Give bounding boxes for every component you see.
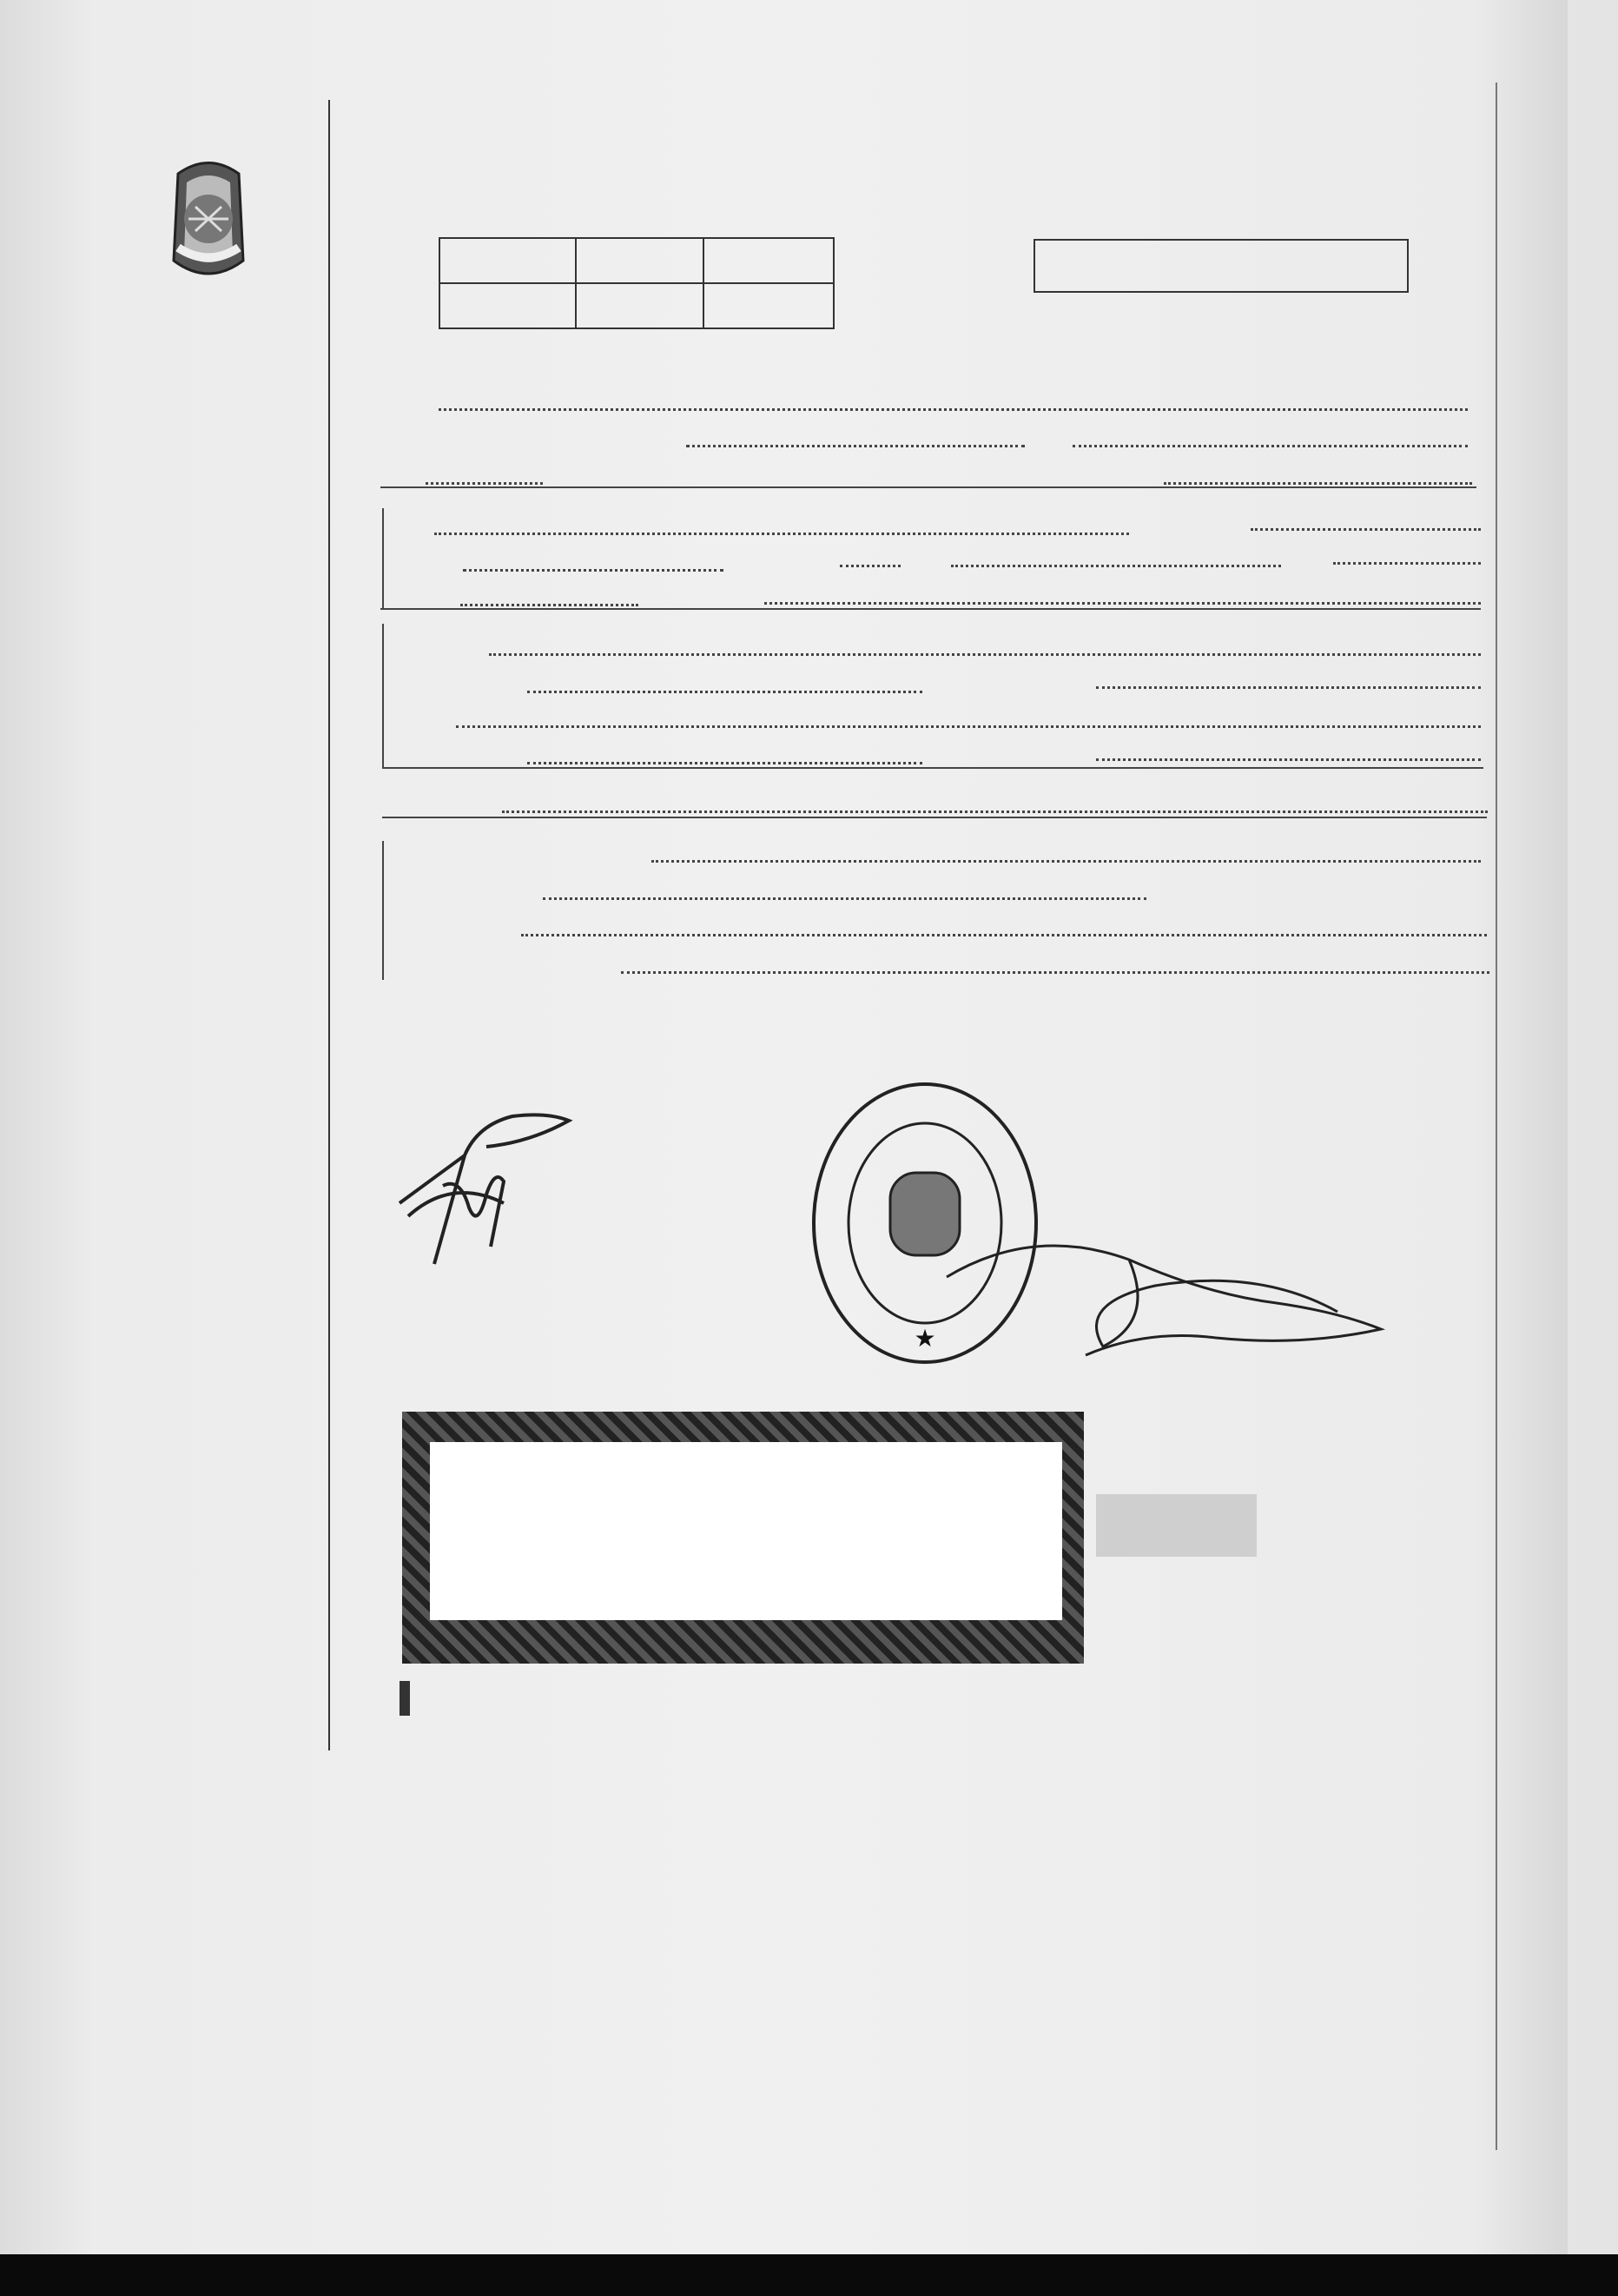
registry-logo bbox=[143, 156, 274, 287]
footer-code bbox=[0, 2254, 1618, 2296]
official-signature bbox=[929, 1208, 1416, 1381]
declarant-signature bbox=[382, 1073, 591, 1273]
serial-number bbox=[1096, 1494, 1257, 1557]
header-anio bbox=[703, 238, 834, 283]
value-tomo bbox=[439, 283, 576, 328]
header-acta bbox=[576, 238, 703, 283]
right-margin-line bbox=[1496, 83, 1497, 2150]
sticker-edge bbox=[400, 1681, 410, 1716]
id-label-pattern bbox=[408, 1414, 1077, 1442]
record-table bbox=[439, 237, 835, 329]
value-acta bbox=[576, 283, 703, 328]
left-margin-line bbox=[328, 100, 330, 1750]
header-tomo bbox=[439, 238, 576, 283]
value-anio bbox=[703, 283, 834, 328]
barcode bbox=[543, 1548, 960, 1607]
svg-text:★: ★ bbox=[914, 1325, 936, 1352]
record-type-box bbox=[1034, 239, 1409, 293]
